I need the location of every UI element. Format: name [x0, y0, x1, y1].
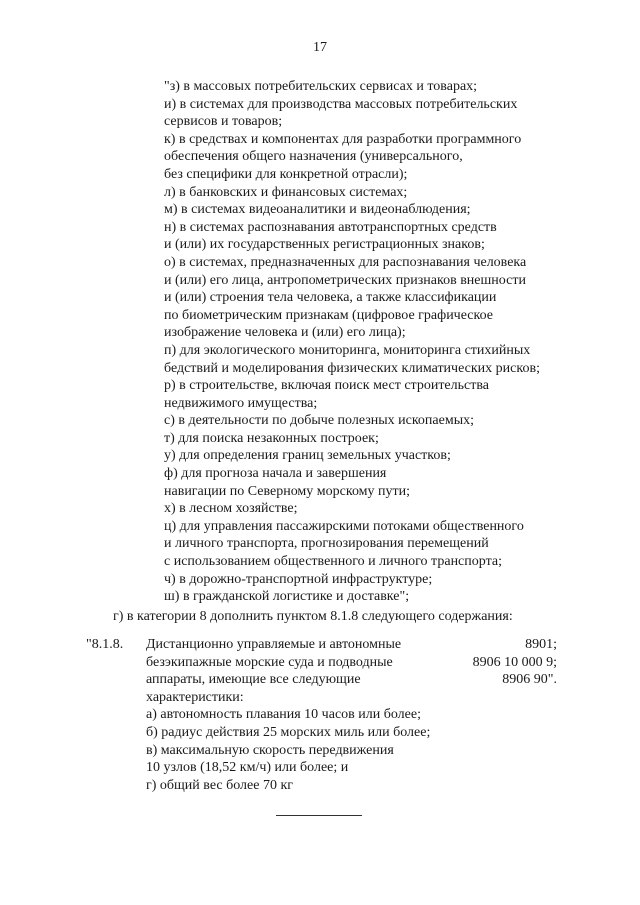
entry-code: "8.1.8. — [86, 637, 124, 652]
list-item: бедствий и моделирования физических климатических рисков; — [164, 360, 540, 376]
list-item: и (или) их государственных регистрационных знаков; — [164, 237, 485, 253]
list-item: ч) в дорожно-транспортной инфраструктуре; — [164, 571, 433, 587]
tn-ved-code: 8906 90". — [502, 672, 557, 688]
description-line: 10 узлов (18,52 км/ч) или более; и — [146, 760, 349, 776]
list-item: ц) для управления пассажирскими потоками общественного — [164, 518, 524, 534]
list-item: ш) в гражданской логистике и доставке"; — [164, 589, 410, 605]
application-areas-list — [164, 78, 584, 606]
list-item: х) в лесном хозяйстве; — [164, 501, 298, 517]
tn-ved-code: 8906 10 000 9; — [472, 654, 557, 670]
closing-divider — [276, 815, 362, 816]
list-item: р) в строительстве, включая поиск мест строительства — [164, 378, 489, 394]
description-line: аппараты, имеющие все следующие — [146, 672, 361, 688]
list-item: по биометрическим признакам (цифровое графическое — [164, 307, 493, 323]
description-line: в) максимальную скорость передвижения — [146, 742, 394, 758]
list-item: к) в средствах и компонентах для разработки программного — [164, 131, 522, 147]
list-item: т) для поиска незаконных построек; — [164, 430, 379, 446]
page-number: 17 — [313, 40, 327, 55]
list-item: навигации по Северному морскому пути; — [164, 483, 411, 499]
list-item: п) для экологического мониторинга, мониторинга стихийных — [164, 342, 531, 358]
tn-ved-codes — [473, 636, 557, 689]
list-item: "з) в массовых потребительских сервисах и товарах; — [164, 79, 478, 94]
list-item: недвижимого имущества; — [164, 395, 318, 411]
description-line: безэкипажные морские суда и подводные — [146, 654, 393, 670]
list-item: м) в системах видеоаналитики и видеонаблюдения; — [164, 202, 471, 218]
description-line: г) общий вес более 70 кг — [146, 777, 293, 793]
list-item: и (или) строения тела человека, а также классификации — [164, 290, 497, 306]
list-item: и) в системах для производства массовых потребительских — [164, 96, 518, 112]
description-line: б) радиус действия 25 морских миль или более; — [146, 724, 431, 740]
list-item: с) в деятельности по добыче полезных ископаемых; — [164, 413, 475, 429]
amendment-paragraph: г) в категории 8 дополнить пунктом 8.1.8 следующего содержания: — [113, 609, 513, 624]
description-line: характеристики: — [146, 689, 244, 705]
list-item: ф) для прогноза начала и завершения — [164, 466, 387, 482]
list-item: н) в системах распознавания автотранспортных средств — [164, 219, 497, 235]
list-item: без специфики для конкретной отрасли); — [164, 166, 408, 182]
description-line: а) автономность плавания 10 часов или более; — [146, 707, 421, 723]
list-item: и личного транспорта, прогнозирования перемещений — [164, 536, 489, 552]
entry-description — [146, 636, 466, 794]
list-item: изображение человека и (или) его лица); — [164, 325, 406, 341]
description-line: Дистанционно управляемые и автономные — [146, 637, 402, 652]
list-item: и (или) его лица, антропометрических признаков внешности — [164, 272, 526, 288]
list-item: л) в банковских и финансовых системах; — [164, 184, 408, 200]
tn-ved-code: 8901; — [525, 637, 557, 652]
list-item: обеспечения общего назначения (универсального, — [164, 149, 463, 165]
list-item: о) в системах, предназначенных для распознавания человека — [164, 254, 527, 270]
list-item: с использованием общественного и личного транспорта; — [164, 554, 502, 570]
list-item: сервисов и товаров; — [164, 114, 283, 130]
list-item: у) для определения границ земельных участков; — [164, 448, 451, 464]
